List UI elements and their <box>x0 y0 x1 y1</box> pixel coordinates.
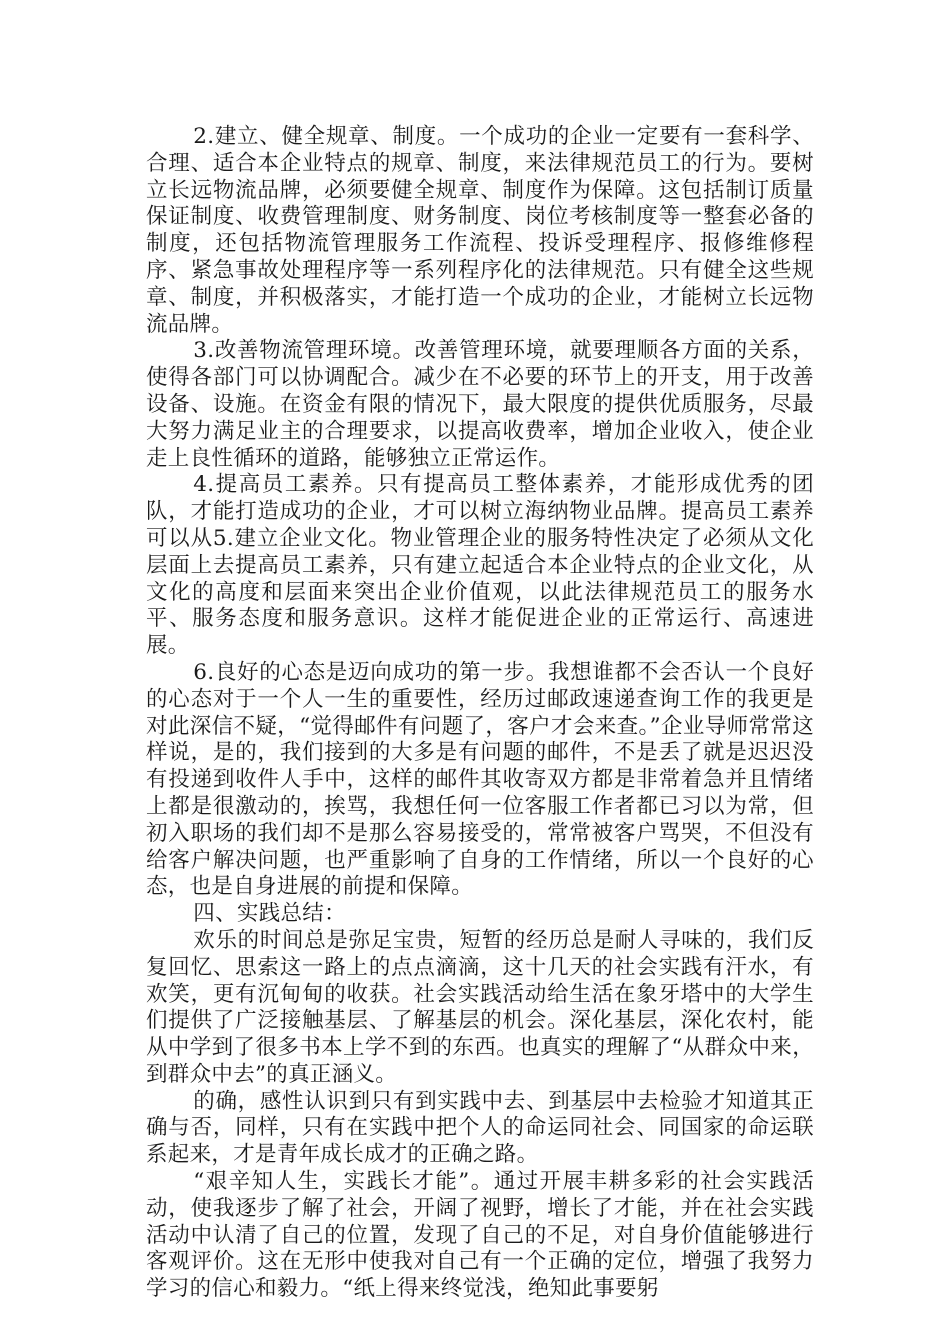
paragraph-hardship-and-practice: “艰辛知人生，实践长才能”。通过开展丰耕多彩的社会实践活动，使我逐步了解了社会，开阔了视野，增长了才能，并在社会实践活动中认清了自己的位置，发现了自己的不足，对自身价值能够进行客观评价。这在无形中使我对自己有一个正确的定位，增强了我努力学习的信心和毅力。“纸上得来终觉浅，绝知此事要躬 <box>146 1169 814 1302</box>
paragraph-management-environment: 3.改善物流管理环境。改善管理环境，就要理顺各方面的关系，使得各部门可以协调配合。减少在不必要的环节上的开支，用于改善设备、设施。在资金有限的情况下，最大限度的提供优质服务，尽最大努力满足业主的合理要求，以提高收费率，增加企业收入，使企业走上良性循环的道路，能够独立正常运作。 <box>146 338 814 471</box>
section-heading-practice-summary: 四、实践总结： <box>193 901 346 927</box>
paragraph-good-mindset: 6.良好的心态是迈向成功的第一步。我想谁都不会否认一个良好的心态对于一个人一生的重要性，经历过邮政速递查询工作的我更是对此深信不疑，“觉得邮件有问题了，客户才会来查。”企业导师常常这样说，是的，我们接到的大多是有问题的邮件，不是丢了就是迟迟没有投递到收件人手中，这样的邮件其收寄双方都是非常着急并且情绪上都是很激动的，挨骂，我想任何一位客服工作者都已习以为常，但初入职场的我们却不是那么容易接受的，常常被客户骂哭，不但没有给客户解决问题，也严重影响了自身的工作情绪，所以一个良好的心态，也是自身进展的前提和保障。 <box>146 659 814 900</box>
paragraph-regulations: 2.建立、健全规章、制度。一个成功的企业一定要有一套科学、合理、适合本企业特点的规章、制度，来法律规范员工的行为。要树立长远物流品牌，必须要健全规章、制度作为保障。这包括制订质量保证制度、收费管理制度、财务制度、岗位考核制度等一整套必备的制度，还包括物流管理服务工作流程、投诉受理程序、报修维修程序、紧急事故处理程序等一系列程序化的法律规范。只有健全这些规章、制度，并积极落实，才能打造一个成功的企业，才能树立长远物流品牌。 <box>146 124 814 337</box>
paragraph-staff-quality: 4.提高员工素养。只有提高员工整体素养，才能形成优秀的团队，才能打造成功的企业，才可以树立海纳物业品牌。提高员工素养可以从5.建立企业文化。物业管理企业的服务特性决定了必须从文化层面上去提高员工素养，只有建立起适合本企业特点的企业文化，从文化的高度和层面来突出企业价值观，以此法律规范员工的服务水平、服务态度和服务意识。这样才能促进企业的正常运行、高速进展。 <box>146 472 814 659</box>
paragraph-joyful-time: 欢乐的时间总是弥足宝贵，短暂的经历总是耐人寻味的，我们反复回忆、思索这一路上的点点滴滴，这十几天的社会实践有汗水，有欢笑，更有沉甸甸的收获。社会实践活动给生活在象牙塔中的大学生们提供了广泛接触基层、了解基层的机会。深化基层，深化农村，能从中学到了很多书本上学不到的东西。也真实的理解了“从群众中来，到群众中去”的真正涵义。 <box>146 927 814 1087</box>
paragraph-perceptual-knowledge: 的确，感性认识到只有到实践中去、到基层中去检验才知道其正确与否，同样，只有在实践中把个人的命运同社会、同国家的命运联系起来，才是青年成长成才的正确之路。 <box>146 1088 814 1168</box>
document-body <box>146 124 814 1303</box>
